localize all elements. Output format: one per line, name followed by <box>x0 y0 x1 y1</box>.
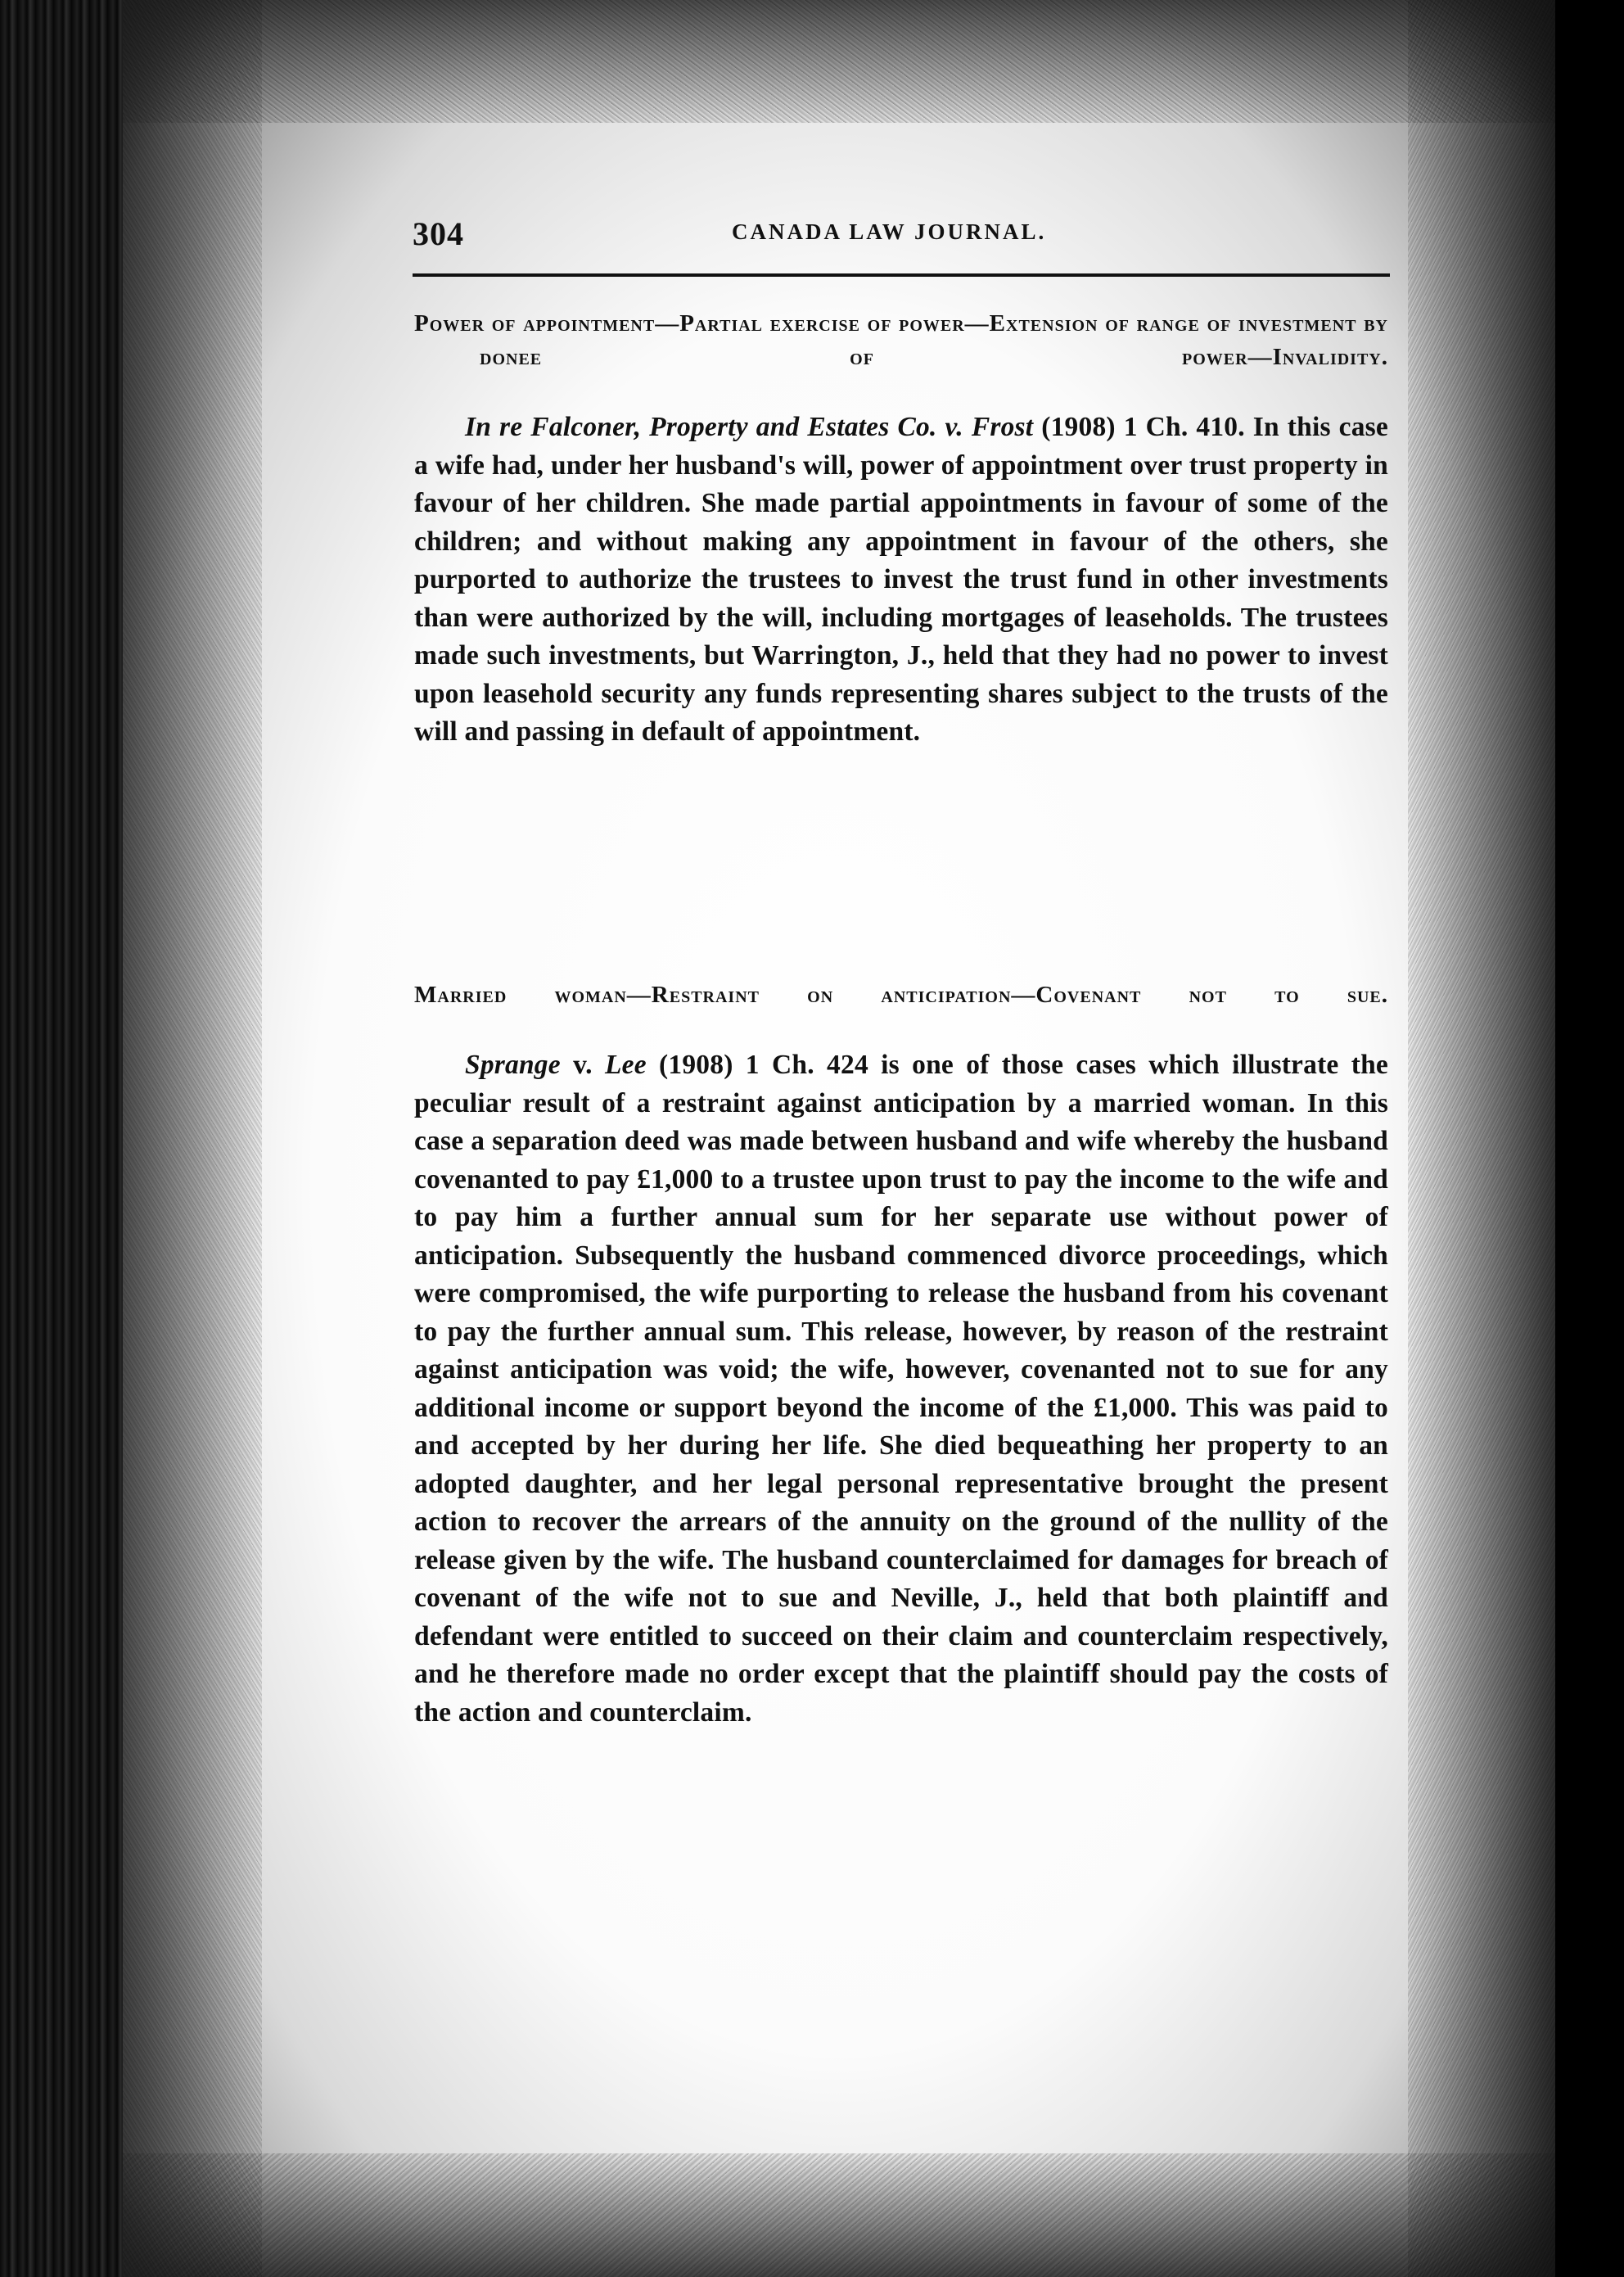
case-citation-name: In re Falconer, Property and Estates Co. v. Frost <box>465 412 1034 442</box>
scan-right-edge <box>1555 0 1624 2277</box>
case-note-body: (1908) 1 Ch. 424 is one of those cases which illustrate the peculiar result of a restraint against anticipation by a married woman. In this case a separation deed was made between husband and wife whereby the husband covenanted to pay £1,000 to a trustee upon trust to pay the income to the wife and to pay him a further annual sum for her separate use without power of anticipation. Subsequently the husband commenced divorce proceedings, which were compromised, the wife purporting to release the husband from his covenant to pay the further annual sum. This release, however, by reason of the restraint against anticipation was void; the wife, however, covenanted not to sue for any additional income or support beyond the income of the £1,000. This was paid to and accepted by her during her life. She died bequeathing her property to an adopted daughter, and her legal personal representative brought the present action to recover the arrears of the annuity on the ground of the nullity of the release given by the wife. The husband counterclaimed for damages for breach of covenant of the wife not to sue and Neville, J., held that both plaintiff and defendant were entitled to succeed on their claim and counterclaim respectively, and he therefore made no order except that the plaintiff should pay the costs of the action and counterclaim. <box>414 1050 1388 1728</box>
case-note-heading: Married woman—Restraint on anticipation—Covenant not to sue. <box>414 982 1388 1008</box>
case-note-falconer <box>414 307 1388 779</box>
journal-title: CANADA LAW JOURNAL. <box>732 219 1047 244</box>
case-citation-name-2: Lee <box>605 1050 647 1080</box>
case-citation-name: Sprange <box>465 1050 561 1080</box>
header-rule <box>413 273 1390 277</box>
page-number: 304 <box>413 215 464 252</box>
case-note-heading: Power of appointment—Partial exercise of power—Extension of range of investment by donee of power—Invalidity. <box>414 310 1388 370</box>
case-citation-versus: v. <box>560 1050 605 1080</box>
running-head <box>413 215 1390 264</box>
case-note-sprange <box>414 978 1388 1760</box>
case-note-paragraph <box>414 409 1388 752</box>
case-note-body: (1908) 1 Ch. 410. In this case a wife had, under her husband's will, power of appointment over trust property in favour of her children. She made partial appointments in favour of some of the children; and without making any appointment in favour of the others, she purported to authorize the trustees to invest the trust fund in other investments than were authorized by the will, including mortgages of leaseholds. The trustees made such investments, but Warrington, J., held that they had no power to invest upon leasehold security any funds representing shares subject to the trusts of the will and passing in default of appointment. <box>414 412 1388 747</box>
case-note-paragraph <box>414 1046 1388 1732</box>
